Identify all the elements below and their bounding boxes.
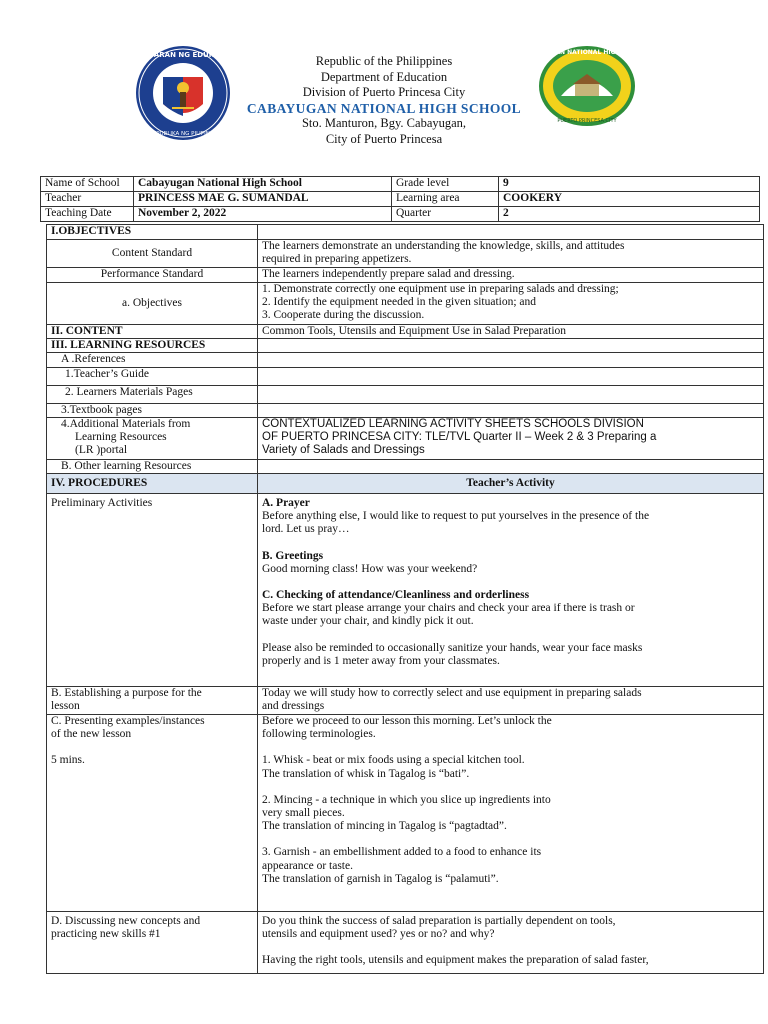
purpose-line-1: Today we will study how to correctly select and use equipment in preparing salads xyxy=(262,687,642,700)
address-line-1: Sto. Manturon, Bgy. Cabayugan, xyxy=(301,116,467,131)
objectives-label: a. Objectives xyxy=(47,283,258,325)
procedures-heading: IV. PROCEDURES xyxy=(47,474,258,494)
content-heading: II. CONTENT xyxy=(47,325,258,339)
presenting-label-line-1: C. Presenting examples/instances xyxy=(51,715,205,728)
performance-standard-label: Performance Standard xyxy=(47,268,258,283)
prayer-line-2: lord. Let us pray… xyxy=(262,523,350,536)
checking-line-1: Before we start please arrange your chairs and check your area if there is trash or xyxy=(262,602,635,615)
objective-item-1: 1. Demonstrate correctly one equipment use in preparing salads and dressing; xyxy=(262,283,619,295)
grade-value: 9 xyxy=(499,177,760,192)
objective-item-2: 2. Identify the equipment needed in the given situation; and xyxy=(262,296,537,309)
term-2-line-3: The translation of mincing in Tagalog is “pagtadtad”. xyxy=(262,820,507,833)
area-label: Learning area xyxy=(392,192,499,207)
presenting-label-line-2: of the new lesson xyxy=(51,728,132,741)
teachers-guide-label: 1.Teacher’s Guide xyxy=(47,367,258,385)
presenting-intro-1: Before we proceed to our lesson this morning. Let’s unlock the xyxy=(262,715,552,728)
discussing-line-2: utensils and equipment used? yes or no? and why? xyxy=(262,928,495,941)
purpose-label-line-2: lesson xyxy=(51,700,80,713)
purpose-label-line-1: B. Establishing a purpose for the xyxy=(51,687,202,700)
content-standard-line-1: The learners demonstrate an understanding the knowledge, skills, and attitudes xyxy=(262,240,625,252)
reminder-line-1: Please also be reminded to occasionally sanitize your hands, wear your face masks xyxy=(262,641,643,654)
learners-materials-label: 2. Learners Materials Pages xyxy=(47,385,258,403)
additional-value-line-2: OF PUERTO PRINCESA CITY: TLE/TVL Quarter II – Week 2 & 3 Preparing a xyxy=(262,431,657,444)
lesson-info-table xyxy=(40,176,760,222)
department-line: Department of Education xyxy=(320,69,448,84)
objectives-heading: I.OBJECTIVES xyxy=(47,225,258,240)
references-label: A .References xyxy=(47,353,258,367)
svg-text:PUERTO PRINCESA CITY: PUERTO PRINCESA CITY xyxy=(557,118,617,124)
resources-heading: III. LEARNING RESOURCES xyxy=(47,339,258,353)
term-3-line-1: 3. Garnish - an embellishment added to a food to enhance its xyxy=(262,846,542,859)
term-3-line-2: appearance or taste. xyxy=(262,859,353,872)
svg-text:KAGAWARAN NG EDUKASYON: KAGAWARAN NG EDUKASYON xyxy=(124,51,242,59)
division-line: Division of Puerto Princesa City xyxy=(302,85,466,100)
document-header xyxy=(200,54,568,148)
term-1-line-2: The translation of whisk in Tagalog is “bati”. xyxy=(262,767,470,780)
term-2-line-1: 2. Mincing - a technique in which you slice up ingredients into xyxy=(262,793,551,806)
objective-item-3: 3. Cooperate during the discussion. xyxy=(262,309,425,322)
discussing-line-1: Do you think the success of salad preparation is partially dependent on tools, xyxy=(262,915,616,928)
presenting-time: 5 mins. xyxy=(51,754,85,767)
term-2-line-2: very small pieces. xyxy=(262,807,345,820)
quarter-value: 2 xyxy=(499,207,760,222)
performance-standard-value: The learners independently prepare salad and dressing. xyxy=(258,268,764,283)
republic-line: Republic of the Philippines xyxy=(315,54,453,68)
additional-value-line-3: Variety of Salads and Dressings xyxy=(262,444,425,457)
prayer-title: A. Prayer xyxy=(262,497,310,510)
address-line-2: City of Puerto Princesa xyxy=(325,131,443,146)
content-standard-line-2: required in preparing appetizers. xyxy=(262,253,412,266)
textbook-label: 3.Textbook pages xyxy=(47,403,258,417)
quarter-label: Quarter xyxy=(392,207,499,222)
term-1-line-1: 1. Whisk - beat or mix foods using a special kitchen tool. xyxy=(262,754,525,767)
purpose-line-2: and dressings xyxy=(262,700,325,713)
additional-materials-line-2: Learning Resources xyxy=(75,431,167,444)
discussing-label-line-1: D. Discussing new concepts and xyxy=(51,915,201,928)
teachers-activity-heading: Teacher’s Activity xyxy=(258,474,764,494)
content-value: Common Tools, Utensils and Equipment Use in Salad Preparation xyxy=(258,325,764,339)
prayer-line-1: Before anything else, I would like to request to put yourselves in the presence of the xyxy=(262,510,650,523)
greetings-title: B. Greetings xyxy=(262,549,324,562)
school-name-title: CABAYUGAN NATIONAL HIGH SCHOOL xyxy=(246,100,522,116)
lesson-plan-table xyxy=(46,224,764,974)
preliminary-label: Preliminary Activities xyxy=(47,494,258,687)
date-label: Teaching Date xyxy=(41,207,134,222)
checking-title: C. Checking of attendance/Cleanliness and orderliness xyxy=(262,589,530,602)
svg-text:CABAYUGAN NATIONAL HIGH SCHOOL: CABAYUGAN NATIONAL HIGH SCHOOL xyxy=(523,49,651,56)
teacher-label: Teacher xyxy=(41,192,134,207)
discussing-line-3: Having the right tools, utensils and equipment makes the preparation of salad faster, xyxy=(262,954,649,967)
checking-line-2: waste under your chair, and kindly pick it out. xyxy=(262,615,474,628)
school-value: Cabayugan National High School xyxy=(134,177,392,192)
school-label: Name of School xyxy=(41,177,134,192)
additional-materials-line-3: (LR )portal xyxy=(75,444,128,457)
discussing-label-line-2: practicing new skills #1 xyxy=(51,928,161,941)
additional-materials-line-1: 4.Additional Materials from xyxy=(61,417,191,430)
area-value: COOKERY xyxy=(499,192,760,207)
date-value: November 2, 2022 xyxy=(134,207,392,222)
svg-text:REPUBLIKA NG PILIPINAS: REPUBLIKA NG PILIPINAS xyxy=(148,131,218,137)
additional-value-line-1: CONTEXTUALIZED LEARNING ACTIVITY SHEETS SCHOOLS DIVISION xyxy=(262,417,644,430)
other-resources-label: B. Other learning Resources xyxy=(47,459,258,473)
term-3-line-3: The translation of garnish in Tagalog is “palamuti”. xyxy=(262,872,499,885)
content-standard-label: Content Standard xyxy=(47,240,258,268)
presenting-intro-2: following terminologies. xyxy=(262,728,376,741)
reminder-line-2: properly and is 1 meter away from your classmates. xyxy=(262,654,500,667)
greetings-text: Good morning class! How was your weekend? xyxy=(262,562,478,575)
teacher-value: PRINCESS MAE G. SUMANDAL xyxy=(134,192,392,207)
grade-label: Grade level xyxy=(392,177,499,192)
